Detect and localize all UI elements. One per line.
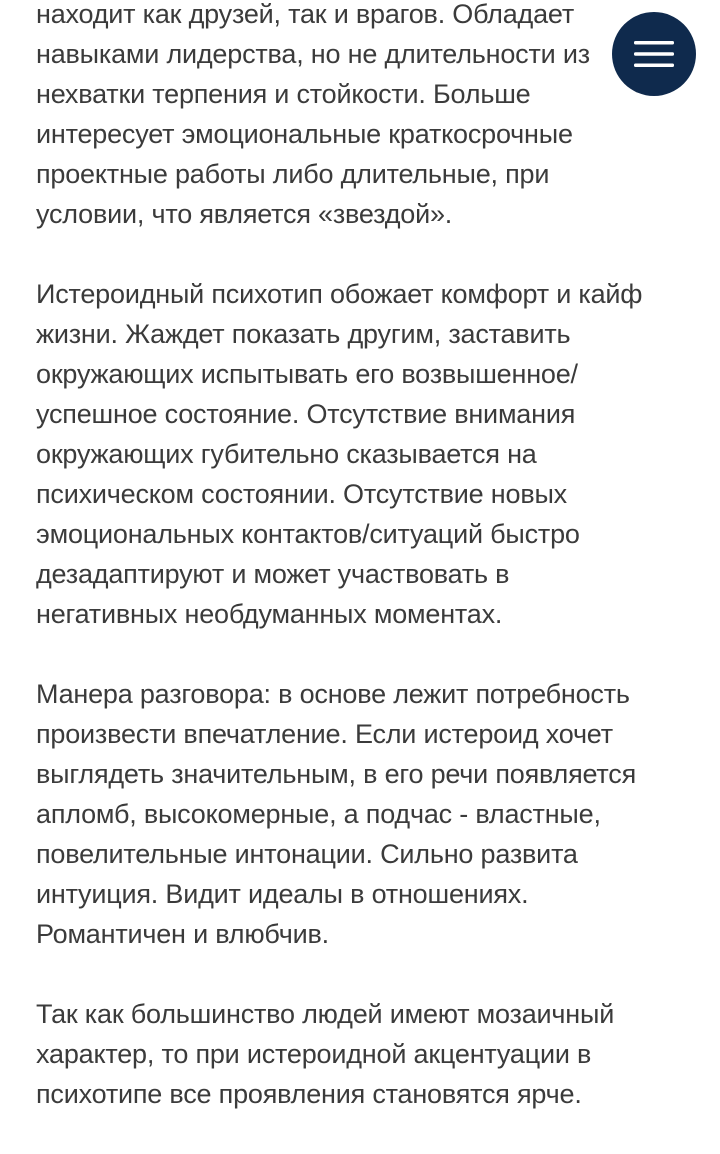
text-line: жизни. Жаждет показать другим, заставить — [36, 319, 571, 349]
hamburger-menu-icon — [634, 39, 674, 69]
text-line: интересует эмоциональные краткосрочные — [36, 119, 573, 149]
text-line: дезадаптируют и может участвовать в — [36, 559, 510, 589]
text-line: находит как друзей, так и врагов. Обладает — [36, 0, 574, 29]
text-line: окружающих губительно сказывается на — [36, 439, 537, 469]
article-paragraph — [36, 994, 686, 1114]
article-body — [36, 0, 686, 1154]
text-line: окружающих испытывать его возвышенное/ — [36, 359, 578, 389]
menu-button[interactable] — [612, 12, 696, 96]
text-line: эмоциональных контактов/ситуаций быстро — [36, 519, 580, 549]
text-line: навыками лидерства, но не длительности из — [36, 39, 590, 69]
article-paragraph — [36, 274, 686, 634]
article-paragraph — [36, 0, 686, 234]
article-paragraph — [36, 674, 686, 954]
text-line: Так как большинство людей имеют мозаичный — [36, 999, 615, 1029]
text-line: выглядеть значительным, в его речи появляется — [36, 759, 637, 789]
text-line: повелительные интонации. Сильно развита — [36, 839, 578, 869]
text-line: негативных необдуманных моментах. — [36, 599, 503, 629]
text-line: условии, что является «звездой». — [36, 199, 453, 229]
text-line: психическом состоянии. Отсутствие новых — [36, 479, 567, 509]
text-line: характер, то при истероидной акцентуации в — [36, 1039, 592, 1069]
text-line: Манера разговора: в основе лежит потребность — [36, 679, 630, 709]
text-line: апломб, высокомерные, а подчас - властные, — [36, 799, 601, 829]
text-line: проектные работы либо длительные, при — [36, 159, 550, 189]
text-line: нехватки терпения и стойкости. Больше — [36, 79, 531, 109]
text-line: произвести впечатление. Если истероид хочет — [36, 719, 613, 749]
text-line: Романтичен и влюбчив. — [36, 919, 329, 949]
text-line: интуиция. Видит идеалы в отношениях. — [36, 879, 529, 909]
text-line: Истероидный психотип обожает комфорт и кайф — [36, 279, 643, 309]
text-line: успешное состояние. Отсутствие внимания — [36, 399, 576, 429]
text-line: психотипе все проявления становятся ярче. — [36, 1079, 582, 1109]
